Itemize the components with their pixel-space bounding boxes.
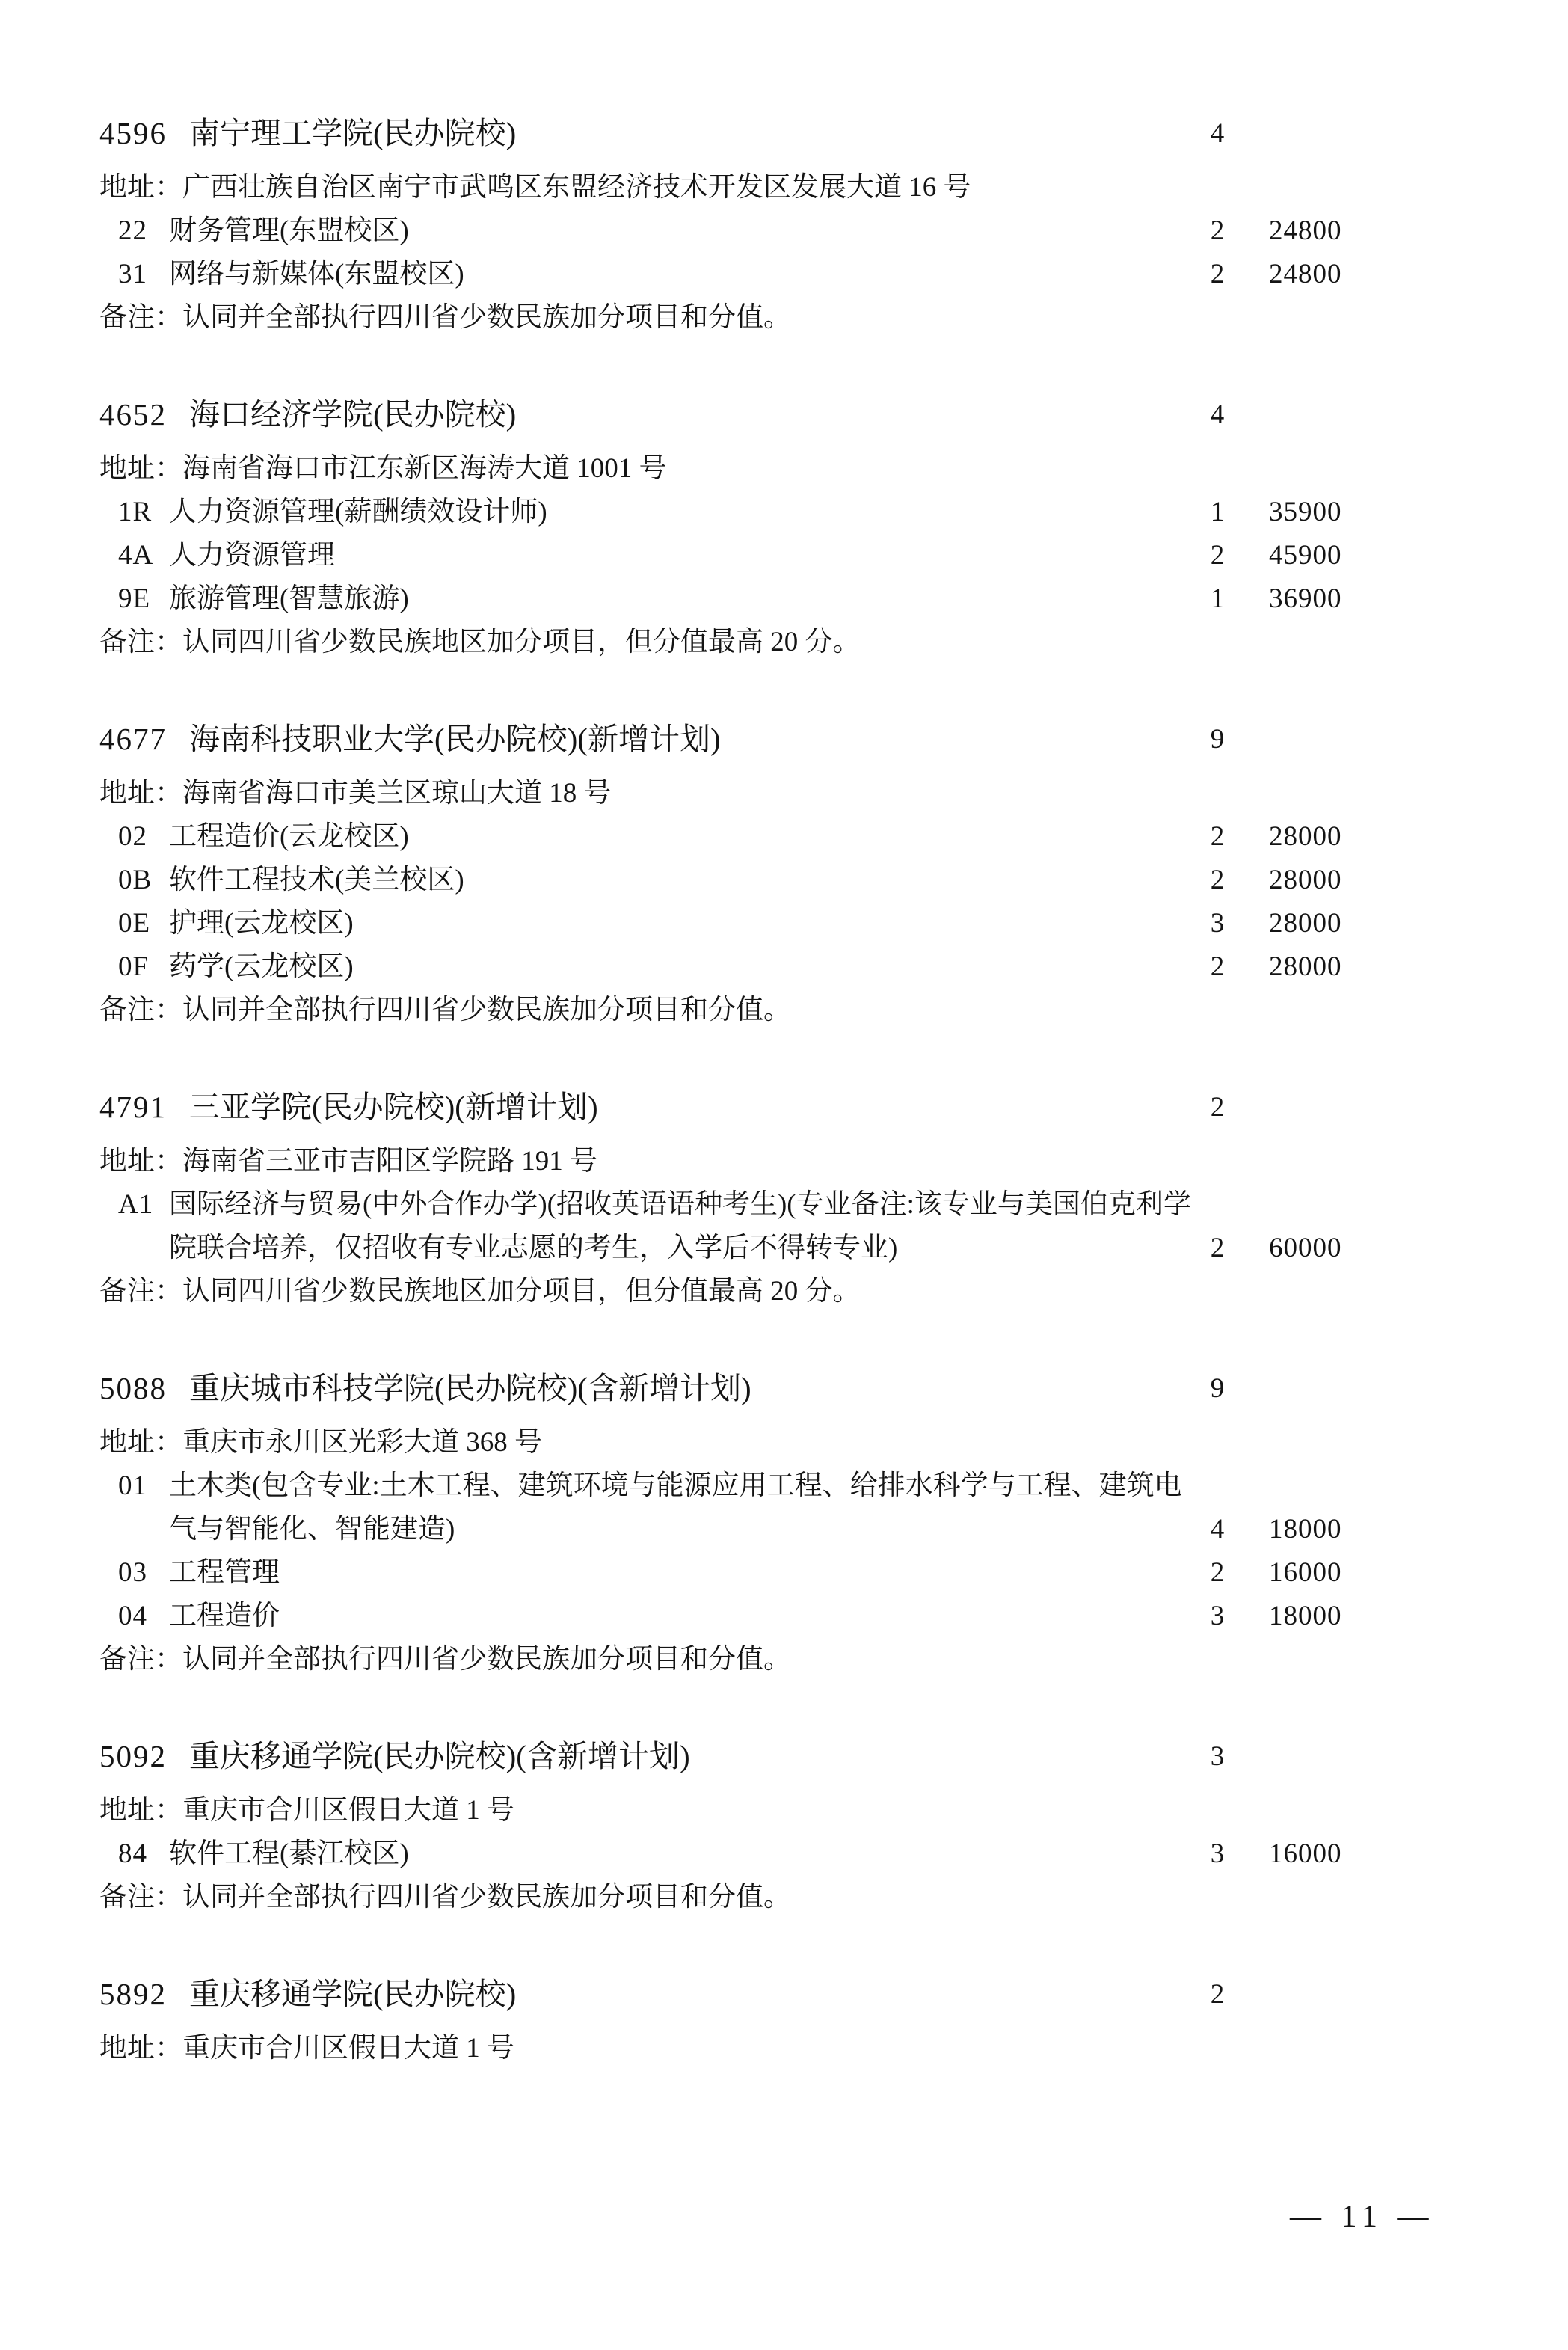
major-row: [99, 945, 1393, 989]
school-name: 重庆移通学院(民办院校): [189, 1977, 517, 2011]
school-note-row: [99, 296, 1393, 340]
school-title: [99, 1734, 1191, 1779]
major-tuition: 28000: [1269, 865, 1342, 895]
major-code: 22: [118, 215, 147, 246]
major-row: [99, 859, 1393, 902]
major-code: 84: [118, 1838, 147, 1869]
major-row: [99, 815, 1393, 859]
school-note: 备注：认同并全部执行四川省少数民族加分项目和分值。: [99, 1882, 791, 1912]
major-row: [99, 1183, 1393, 1270]
major-row: [99, 253, 1393, 296]
school-section: [99, 392, 1393, 664]
school-section: [99, 1366, 1393, 1681]
school-name: 南宁理工学院(民办院校): [189, 116, 517, 150]
school-address-row: [99, 447, 1393, 491]
major-code: 31: [118, 259, 147, 289]
major-text: [99, 815, 1191, 859]
school-title: [99, 1366, 1191, 1411]
major-name: 软件工程(綦江校区): [169, 1838, 409, 1869]
major-text: [99, 253, 1191, 296]
school-name: 海南科技职业大学(民办院校)(新增计划): [189, 722, 721, 756]
major-count: 2: [1210, 540, 1225, 571]
major-text: [99, 534, 1191, 577]
major-count: 2: [1210, 865, 1225, 895]
school-address-row: [99, 1421, 1393, 1464]
page-number: — 11 —: [1290, 2200, 1435, 2234]
major-code: A1: [118, 1189, 154, 1220]
major-name: 护理(云龙校区): [169, 908, 354, 939]
school-note-row: [99, 1638, 1393, 1681]
major-row: [99, 1595, 1393, 1638]
major-text: [99, 1832, 1191, 1876]
school-title: [99, 717, 1191, 761]
school-code: 4596: [99, 116, 167, 150]
major-row: [99, 1832, 1393, 1876]
major-row: [99, 1464, 1393, 1551]
school-note: 备注：认同四川省少数民族地区加分项目，但分值最高 20 分。: [99, 627, 861, 657]
major-tuition: 18000: [1269, 1514, 1342, 1544]
major-tuition: 16000: [1269, 1838, 1342, 1869]
major-count: 4: [1210, 1514, 1225, 1544]
school-address: 地址：海南省三亚市吉阳区学院路 191 号: [99, 1146, 597, 1176]
school-name: 重庆移通学院(民办院校)(含新增计划): [189, 1739, 690, 1773]
school-address-row: [99, 2027, 1393, 2070]
major-count: 1: [1210, 497, 1225, 527]
school-name: 三亚学院(民办院校)(新增计划): [189, 1090, 598, 1124]
major-row: [99, 1551, 1393, 1595]
major-row: [99, 209, 1393, 253]
school-section: [99, 111, 1393, 340]
major-name: 工程管理: [169, 1557, 280, 1588]
major-count: 2: [1210, 951, 1225, 982]
major-tuition: 28000: [1269, 908, 1342, 939]
school-plan-count: 2: [1210, 1979, 1225, 2010]
school-address: 地址：重庆市合川区假日大道 1 号: [99, 1795, 514, 1826]
major-text: [99, 1551, 1191, 1595]
school-note-row: [99, 621, 1393, 664]
school-plan-count: 2: [1210, 1092, 1225, 1123]
major-text: [99, 577, 1191, 621]
major-row: [99, 577, 1393, 621]
major-code: 9E: [118, 583, 151, 614]
major-name: 网络与新媒体(东盟校区): [169, 259, 464, 289]
major-count: 2: [1210, 1233, 1225, 1263]
school-note-row: [99, 1270, 1393, 1313]
major-name: 土木类(包含专业:土木工程、建筑环境与能源应用工程、给排水科学与工程、建筑电气与智能化、智能建造): [169, 1470, 1182, 1544]
school-address: 地址：广西壮族自治区南宁市武鸣区东盟经济技术开发区发展大道 16 号: [99, 172, 971, 203]
school-code: 4677: [99, 722, 167, 756]
major-count: 3: [1210, 908, 1225, 939]
major-code: 4A: [118, 540, 154, 571]
school-code: 4791: [99, 1090, 167, 1124]
school-address-row: [99, 1789, 1393, 1832]
school-title: [99, 1972, 1191, 2016]
school-section: [99, 1085, 1393, 1313]
major-code: 0F: [118, 951, 150, 982]
school-code: 4652: [99, 397, 167, 432]
school-header: [99, 717, 1393, 761]
major-tuition: 28000: [1269, 951, 1342, 982]
major-count: 2: [1210, 1557, 1225, 1588]
major-code: 0B: [118, 865, 153, 895]
major-code: 0E: [118, 908, 151, 939]
major-count: 3: [1210, 1601, 1225, 1631]
school-address-row: [99, 1140, 1393, 1183]
school-plan-count: 4: [1210, 399, 1225, 430]
major-name: 人力资源管理(薪酬绩效设计师): [169, 497, 547, 527]
major-name: 软件工程技术(美兰校区): [169, 865, 464, 895]
major-count: 1: [1210, 583, 1225, 614]
major-name: 人力资源管理: [169, 540, 335, 571]
major-text: [99, 945, 1191, 989]
major-count: 2: [1210, 821, 1225, 852]
school-address: 地址：海南省海口市江东新区海涛大道 1001 号: [99, 453, 667, 484]
school-plan-count: 9: [1210, 1373, 1225, 1404]
major-tuition: 36900: [1269, 583, 1342, 614]
school-plan-count: 3: [1210, 1741, 1225, 1772]
major-tuition: 60000: [1269, 1233, 1342, 1263]
school-section: [99, 1734, 1393, 1919]
school-header: [99, 1734, 1393, 1779]
school-title: [99, 1085, 1191, 1129]
school-plan-count: 4: [1210, 118, 1225, 149]
major-code: 01: [118, 1470, 147, 1501]
school-title: [99, 392, 1191, 437]
school-name: 重庆城市科技学院(民办院校)(含新增计划): [189, 1371, 751, 1405]
school-name: 海口经济学院(民办院校): [189, 397, 517, 432]
major-count: 2: [1210, 215, 1225, 246]
major-tuition: 24800: [1269, 259, 1342, 289]
major-text: [99, 1595, 1191, 1638]
major-name: 工程造价: [169, 1601, 280, 1631]
major-tuition: 28000: [1269, 821, 1342, 852]
school-section: [99, 1972, 1393, 2070]
school-title: [99, 111, 1191, 156]
major-count: 3: [1210, 1838, 1225, 1869]
school-code: 5088: [99, 1371, 167, 1405]
school-header: [99, 111, 1393, 156]
major-tuition: 18000: [1269, 1601, 1342, 1631]
school-header: [99, 1085, 1393, 1129]
school-address-row: [99, 166, 1393, 209]
school-header: [99, 1366, 1393, 1411]
school-note-row: [99, 1876, 1393, 1919]
school-header: [99, 1972, 1393, 2016]
major-text: [99, 902, 1191, 945]
school-address-row: [99, 772, 1393, 815]
school-note: 备注：认同并全部执行四川省少数民族加分项目和分值。: [99, 995, 791, 1025]
major-tuition: 16000: [1269, 1557, 1342, 1588]
school-code: 5092: [99, 1739, 167, 1773]
major-code: 03: [118, 1557, 147, 1588]
school-address: 地址：重庆市永川区光彩大道 368 号: [99, 1427, 542, 1458]
school-address: 地址：海南省海口市美兰区琼山大道 18 号: [99, 778, 612, 809]
school-header: [99, 392, 1393, 437]
major-text: [99, 491, 1191, 534]
school-plan-count: 9: [1210, 724, 1225, 755]
major-code: 1R: [118, 497, 153, 527]
school-section: [99, 717, 1393, 1032]
major-row: [99, 491, 1393, 534]
major-code: 04: [118, 1601, 147, 1631]
major-name: 国际经济与贸易(中外合作办学)(招收英语语种考生)(专业备注:该专业与美国伯克利学院联合培养，仅招收有专业志愿的考生，入学后不得转专业): [169, 1189, 1191, 1263]
major-name: 财务管理(东盟校区): [169, 215, 409, 246]
major-row: [99, 534, 1393, 577]
major-text: [99, 209, 1191, 253]
school-note: 备注：认同并全部执行四川省少数民族加分项目和分值。: [99, 1644, 791, 1675]
school-code: 5892: [99, 1977, 167, 2011]
major-code: 02: [118, 821, 147, 852]
major-text: [99, 1183, 1191, 1270]
school-address: 地址：重庆市合川区假日大道 1 号: [99, 2033, 514, 2064]
major-tuition: 24800: [1269, 215, 1342, 246]
school-note-row: [99, 989, 1393, 1032]
major-tuition: 45900: [1269, 540, 1342, 571]
major-name: 旅游管理(智慧旅游): [169, 583, 409, 614]
school-note: 备注：认同并全部执行四川省少数民族加分项目和分值。: [99, 302, 791, 333]
major-text: [99, 859, 1191, 902]
major-count: 2: [1210, 259, 1225, 289]
major-name: 药学(云龙校区): [169, 951, 354, 982]
school-note: 备注：认同四川省少数民族地区加分项目，但分值最高 20 分。: [99, 1276, 861, 1307]
major-text: [99, 1464, 1191, 1551]
major-name: 工程造价(云龙校区): [169, 821, 409, 852]
document-content: [99, 111, 1393, 2123]
major-row: [99, 902, 1393, 945]
major-tuition: 35900: [1269, 497, 1342, 527]
